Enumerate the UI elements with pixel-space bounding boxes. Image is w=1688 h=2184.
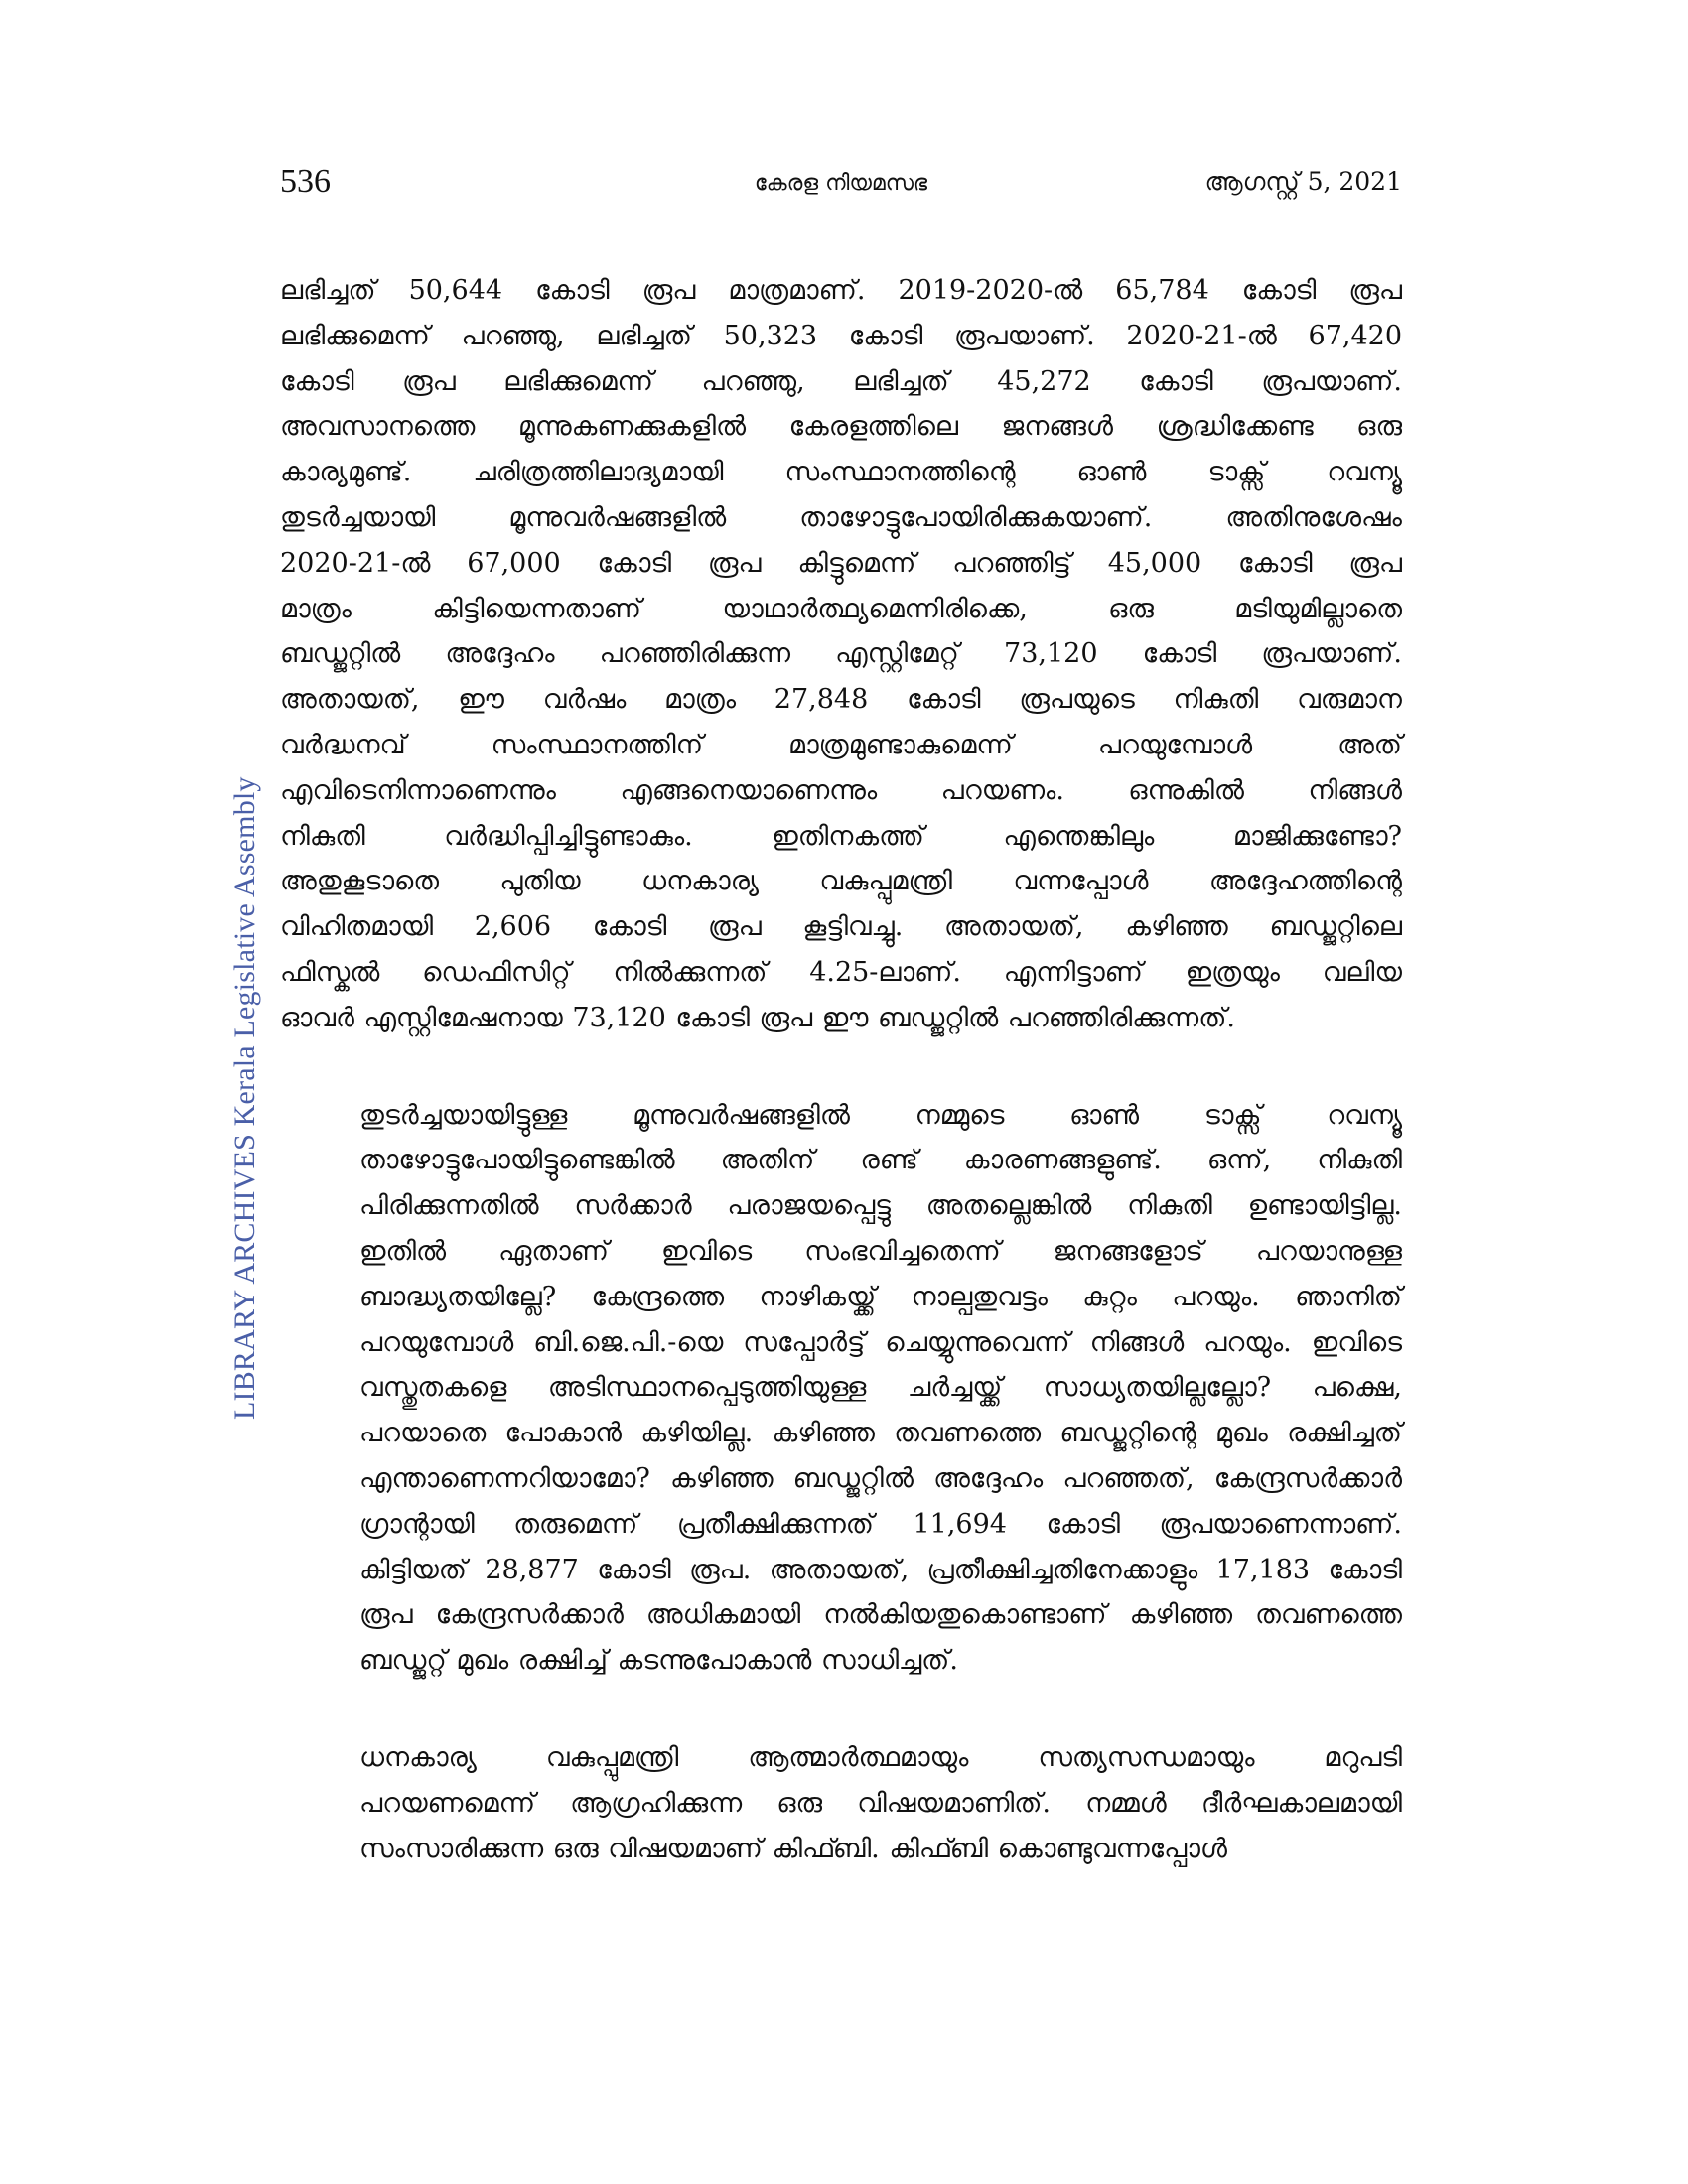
- text-line: പറയാതെ പോകാൻ കഴിയില്ല. കഴിഞ്ഞ തവണത്തെ ബഡ്ജറ്റിന്റെ മുഖം രക്ഷിച്ചത്: [359, 1418, 1402, 1449]
- running-title: കേരള നിയമസഭ: [754, 171, 928, 196]
- text-line: രൂപ കേന്ദ്രസർക്കാർ അധികമായി നൽകിയതുകൊണ്ടാണ് കഴിഞ്ഞ തവണത്തെ: [359, 1599, 1402, 1631]
- paragraph: [280, 1093, 1402, 1684]
- text-line: ബഡ്ജറ്റിൽ അദ്ദേഹം പറഞ്ഞിരിക്കുന്ന എസ്റ്റിമേറ്റ് 73,120 കോടി രൂപയാണ്.: [280, 638, 1402, 670]
- text-line: പറയുമ്പോൾ ബി.ജെ.പി.-യെ സപ്പോർട്ട് ചെയ്യുന്നുവെന്ന് നിങ്ങൾ പറയും. ഇവിടെ: [359, 1326, 1402, 1358]
- text-line: വിഹിതമായി 2,606 കോടി രൂപ കൂട്ടിവച്ചു. അതായത്, കഴിഞ്ഞ ബഡ്ജറ്റിലെ: [280, 911, 1402, 943]
- text-line: ധനകാര്യ വകുപ്പുമന്ത്രി ആത്മാർത്ഥമായും സത്യസന്ധമായും മറുപടി: [359, 1741, 1402, 1773]
- archive-watermark: LIBRARY ARCHIVES Kerala Legislative Assembly: [228, 776, 261, 1420]
- text-line: അവസാനത്തെ മൂന്നുകണക്കുകളിൽ കേരളത്തിലെ ജനങ്ങൾ ശ്രദ്ധിക്കേണ്ട ഒരു: [280, 411, 1402, 443]
- paragraph: [280, 1735, 1402, 1871]
- text-line: 2020-21-ൽ 67,000 കോടി രൂപ കിട്ടുമെന്ന് പറഞ്ഞിട്ട് 45,000 കോടി രൂപ: [280, 547, 1402, 579]
- text-line: ഇതിൽ ഏതാണ് ഇവിടെ സംഭവിച്ചതെന്ന് ജനങ്ങളോട് പറയാനുള്ള: [359, 1235, 1402, 1267]
- text-line: നികുതി വർദ്ധിപ്പിച്ചിട്ടുണ്ടാകും. ഇതിനകത്ത് എന്തെങ്കിലും മാജിക്കുണ്ടോ?: [280, 820, 1402, 852]
- text-line: പറയണമെന്ന് ആഗ്രഹിക്കുന്ന ഒരു വിഷയമാണിത്. നമ്മൾ ദീർഘകാലമായി: [359, 1787, 1402, 1819]
- text-line: തുടർച്ചയായി മൂന്നുവർഷങ്ങളിൽ താഴോട്ടുപോയിരിക്കുകയാണ്. അതിനുശേഷം: [280, 501, 1402, 533]
- text-line: തുടർച്ചയായിട്ടുള്ള മൂന്നുവർഷങ്ങളിൽ നമ്മുടെ ഓൺ ടാക്സ് റവന്യൂ: [359, 1099, 1402, 1131]
- text-line: കോടി രൂപ ലഭിക്കുമെന്ന് പറഞ്ഞു, ലഭിച്ചത് 45,272 കോടി രൂപയാണ്.: [280, 365, 1402, 397]
- page-number: 536: [280, 163, 331, 200]
- text-line: അതുകൂടാതെ പുതിയ ധനകാര്യ വകുപ്പുമന്ത്രി വന്നപ്പോൾ അദ്ദേഹത്തിന്റെ: [280, 866, 1402, 897]
- text-line: താഴോട്ടുപോയിട്ടുണ്ടെങ്കിൽ അതിന് രണ്ട് കാരണങ്ങളുണ്ട്. ഒന്ന്, നികുതി: [359, 1145, 1402, 1176]
- paragraph: [280, 268, 1402, 1041]
- text-line: എന്താണെന്നറിയാമോ? കഴിഞ്ഞ ബഡ്ജറ്റിൽ അദ്ദേഹം പറഞ്ഞത്, കേന്ദ്രസർക്കാർ: [359, 1462, 1402, 1494]
- header-date: ആഗസ്റ്റ് 5, 2021: [1204, 167, 1402, 196]
- text-line: ലഭിച്ചത് 50,644 കോടി രൂപ മാത്രമാണ്. 2019-2020-ൽ 65,784 കോടി രൂപ: [280, 275, 1402, 306]
- text-line: അതായത്, ഈ വർഷം മാത്രം 27,848 കോടി രൂപയുടെ നികുതി വരുമാന: [280, 684, 1402, 716]
- text-line: വസ്തുതകളെ അടിസ്ഥാനപ്പെടുത്തിയുള്ള ചർച്ചയ്ക്ക് സാധ്യതയില്ലല്ലോ? പക്ഷെ,: [359, 1372, 1402, 1404]
- text-line: വർദ്ധനവ് സംസ്ഥാനത്തിന് മാത്രമുണ്ടാകുമെന്ന് പറയുമ്പോൾ അത്: [280, 729, 1402, 760]
- text-line: സംസാരിക്കുന്ന ഒരു വിഷയമാണ് കിഫ്ബി. കിഫ്ബി കൊണ്ടുവന്നപ്പോൾ: [359, 1833, 1227, 1864]
- text-line: മാത്രം കിട്ടിയെന്നതാണ് യാഥാർത്ഥ്യമെന്നിരിക്കെ, ഒരു മടിയുമില്ലാതെ: [280, 593, 1402, 624]
- text-line: ബാദ്ധ്യതയില്ലേ? കേന്ദ്രത്തെ നാഴികയ്ക്ക് നാല്പതുവട്ടം കുറ്റം പറയും. ഞാനിത്: [359, 1281, 1402, 1312]
- text-line: ലഭിക്കുമെന്ന് പറഞ്ഞു, ലഭിച്ചത് 50,323 കോടി രൂപയാണ്. 2020-21-ൽ 67,420: [280, 320, 1402, 351]
- page-header: [280, 163, 1402, 206]
- text-line: പിരിക്കുന്നതിൽ സർക്കാർ പരാജയപ്പെട്ടു അതല്ലെങ്കിൽ നികുതി ഉണ്ടായിട്ടില്ല.: [359, 1190, 1402, 1222]
- text-line: ഫിസ്കൽ ഡെഫിസിറ്റ് നിൽക്കുന്നത് 4.25-ലാണ്. എന്നിട്ടാണ് ഇത്രയും വലിയ: [280, 956, 1402, 988]
- text-line: ഓവർ എസ്റ്റിമേഷനായ 73,120 കോടി രൂപ ഈ ബഡ്ജറ്റിൽ പറഞ്ഞിരിക്കുന്നത്.: [280, 1002, 1235, 1033]
- document-body: [280, 268, 1402, 1871]
- text-line: കിട്ടിയത് 28,877 കോടി രൂപ. അതായത്, പ്രതീക്ഷിച്ചതിനേക്കാളും 17,183 കോടി: [359, 1554, 1402, 1585]
- text-line: ബഡ്ജറ്റ് മുഖം രക്ഷിച്ച് കടന്നുപോകാൻ സാധിച്ചത്.: [359, 1645, 958, 1677]
- text-line: എവിടെനിന്നാണെന്നും എങ്ങനെയാണെന്നും പറയണം. ഒന്നുകിൽ നിങ്ങൾ: [280, 774, 1402, 806]
- text-line: കാര്യമുണ്ട്. ചരിത്രത്തിലാദ്യമായി സംസ്ഥാനത്തിന്റെ ഓൺ ടാക്സ് റവന്യൂ: [280, 457, 1402, 488]
- text-line: ഗ്രാന്റായി തരുമെന്ന് പ്രതീക്ഷിക്കുന്നത് 11,694 കോടി രൂപയാണെന്നാണ്.: [359, 1508, 1402, 1540]
